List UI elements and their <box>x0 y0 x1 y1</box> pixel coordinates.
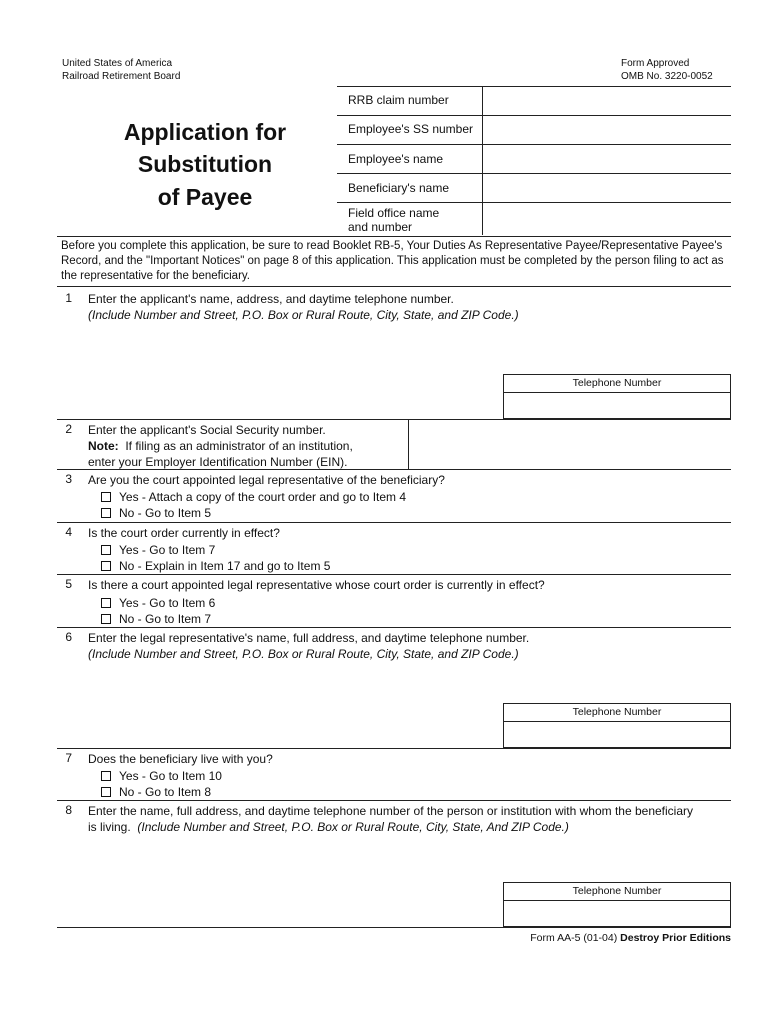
bottom-rule <box>57 927 731 928</box>
employee-name-field[interactable] <box>484 146 729 172</box>
item-8-number: 8 <box>65 803 72 817</box>
field-office-line-2: and number <box>348 220 413 234</box>
residence-telephone-label: Telephone Number <box>504 883 730 901</box>
rrb-claim-number-field[interactable] <box>484 88 729 114</box>
item-7-no-label: No - Go to Item 8 <box>119 785 212 799</box>
item-3-question: Are you the court appointed legal representative of the beneficiary? <box>88 473 445 487</box>
item-3-no-option[interactable] <box>101 505 211 521</box>
applicant-telephone-box[interactable] <box>503 374 731 419</box>
beneficiary-name-label: Beneficiary's name <box>348 181 450 195</box>
item-2-note <box>88 438 353 454</box>
employee-ss-number-label: Employee's SS number <box>348 122 474 136</box>
beneficiary-name-field[interactable] <box>484 175 729 201</box>
item-1-note: (Include Number and Street, P.O. Box or Rural Route, City, State, and ZIP Code.) <box>88 308 519 322</box>
employee-ss-number-field[interactable] <box>484 117 729 143</box>
applicant-telephone-label: Telephone Number <box>504 375 730 393</box>
item-7-question: Does the beneficiary live with you? <box>88 752 273 766</box>
item-3-yes-label: Yes - Attach a copy of the court order and go to Item 4 <box>119 490 407 504</box>
agency-line-1: United States of America <box>62 58 173 69</box>
item-1-text: Enter the applicant's name, address, and daytime telephone number. <box>88 292 454 306</box>
residence-telephone-box[interactable] <box>503 882 731 927</box>
item-2-question <box>88 422 353 470</box>
item-7-yes-label: Yes - Go to Item 10 <box>119 769 222 783</box>
form-title-line-3: of Payee <box>157 184 253 210</box>
applicant-ssn-field[interactable] <box>410 421 730 467</box>
item-7-yes-option[interactable] <box>101 768 222 784</box>
item-7-no-option[interactable] <box>101 784 211 800</box>
item-5-no-option[interactable] <box>101 611 211 627</box>
item-4-no-label: No - Explain in Item 17 and go to Item 5 <box>119 559 331 573</box>
item-5-question: Is there a court appointed legal representative whose court order is currently in effect? <box>88 578 545 592</box>
item-4-yes-option[interactable] <box>101 542 215 558</box>
item-3-no-label: No - Go to Item 5 <box>119 506 212 520</box>
item-2-text: Enter the applicant's Social Security number. <box>88 423 326 437</box>
intro-top-rule <box>57 236 731 237</box>
legal-representative-telephone-label: Telephone Number <box>504 704 730 722</box>
item-4-no-option[interactable] <box>101 558 330 574</box>
item-8-text-continued: is living. <box>88 820 131 834</box>
field-office-line-1: Field office name <box>348 206 440 220</box>
item-6-text: Enter the legal representative's name, full address, and daytime telephone number. <box>88 631 530 645</box>
form-approved-label: Form Approved <box>621 58 690 69</box>
intro-paragraph: Before you complete this application, be sure to read Booklet RB-5, Your Duties As Representative Payee/Representative Payee's Record, and the "Important Notices" on page 8 of this application. This application must be completed by the person filing to act as the representative for the beneficiary. <box>61 240 724 282</box>
omb-approval <box>621 57 713 83</box>
item-6-question <box>88 630 529 662</box>
beneficiary-residence-address-field[interactable] <box>88 838 498 924</box>
form-title-line-1: Application for <box>123 119 287 145</box>
item-5-yes-option[interactable] <box>101 595 215 611</box>
item-7-yes-checkbox[interactable] <box>101 771 111 781</box>
form-footer <box>480 931 731 945</box>
item-5-no-checkbox[interactable] <box>101 614 111 624</box>
item-3-yes-option[interactable] <box>101 489 406 505</box>
rrb-claim-number-label: RRB claim number <box>348 93 449 107</box>
item-8-text: Enter the name, full address, and daytime telephone number of the person or institution with whom the beneficiary <box>88 804 694 818</box>
item-6-note: (Include Number and Street, P.O. Box or Rural Route, City, State, and ZIP Code.) <box>88 647 519 661</box>
field-office-field[interactable] <box>484 204 729 234</box>
agency-name <box>62 57 180 83</box>
item-5-yes-checkbox[interactable] <box>101 598 111 608</box>
item-8-question <box>88 803 693 835</box>
item-2-note-text: If filing as an administrator of an institution, <box>125 439 353 453</box>
applicant-address-field[interactable] <box>88 325 498 417</box>
item-1-number: 1 <box>65 291 72 305</box>
form-title-line-2: Substitution <box>137 151 273 177</box>
legal-representative-address-field[interactable] <box>88 664 498 746</box>
item-4-number: 4 <box>65 525 72 539</box>
item-3-yes-checkbox[interactable] <box>101 492 111 502</box>
item-7-no-checkbox[interactable] <box>101 787 111 797</box>
item-4-question: Is the court order currently in effect? <box>88 526 280 540</box>
omb-number: OMB No. 3220-0052 <box>621 71 713 82</box>
item-2-number: 2 <box>65 422 72 436</box>
item-6-number: 6 <box>65 630 72 644</box>
employee-name-label: Employee's name <box>348 152 444 166</box>
destroy-prior-editions: Destroy Prior Editions <box>620 932 731 944</box>
form-number: Form AA-5 (01-04) <box>530 932 618 944</box>
item-2-note-line-2: enter your Employer Identification Number (EIN). <box>88 455 348 469</box>
item-5-yes-label: Yes - Go to Item 6 <box>119 596 216 610</box>
item-5-no-label: No - Go to Item 7 <box>119 612 212 626</box>
id-grid-top-rule <box>337 86 731 87</box>
item-1-question <box>88 291 519 323</box>
agency-line-2: Railroad Retirement Board <box>62 71 181 82</box>
item-3-no-checkbox[interactable] <box>101 508 111 518</box>
field-office-label <box>348 206 439 234</box>
item-7-number: 7 <box>65 751 72 765</box>
item-8-note: (Include Number and Street, P.O. Box or Rural Route, City, State, And ZIP Code.) <box>137 820 569 834</box>
item-8-text-line-2 <box>88 819 693 835</box>
item-5-number: 5 <box>65 577 72 591</box>
item-4-yes-checkbox[interactable] <box>101 545 111 555</box>
id-grid-divider <box>482 86 483 235</box>
item-2-note-label: Note: <box>88 439 119 453</box>
item-4-yes-label: Yes - Go to Item 7 <box>119 543 216 557</box>
item-3-number: 3 <box>65 472 72 486</box>
item-4-no-checkbox[interactable] <box>101 561 111 571</box>
legal-representative-telephone-box[interactable] <box>503 703 731 748</box>
